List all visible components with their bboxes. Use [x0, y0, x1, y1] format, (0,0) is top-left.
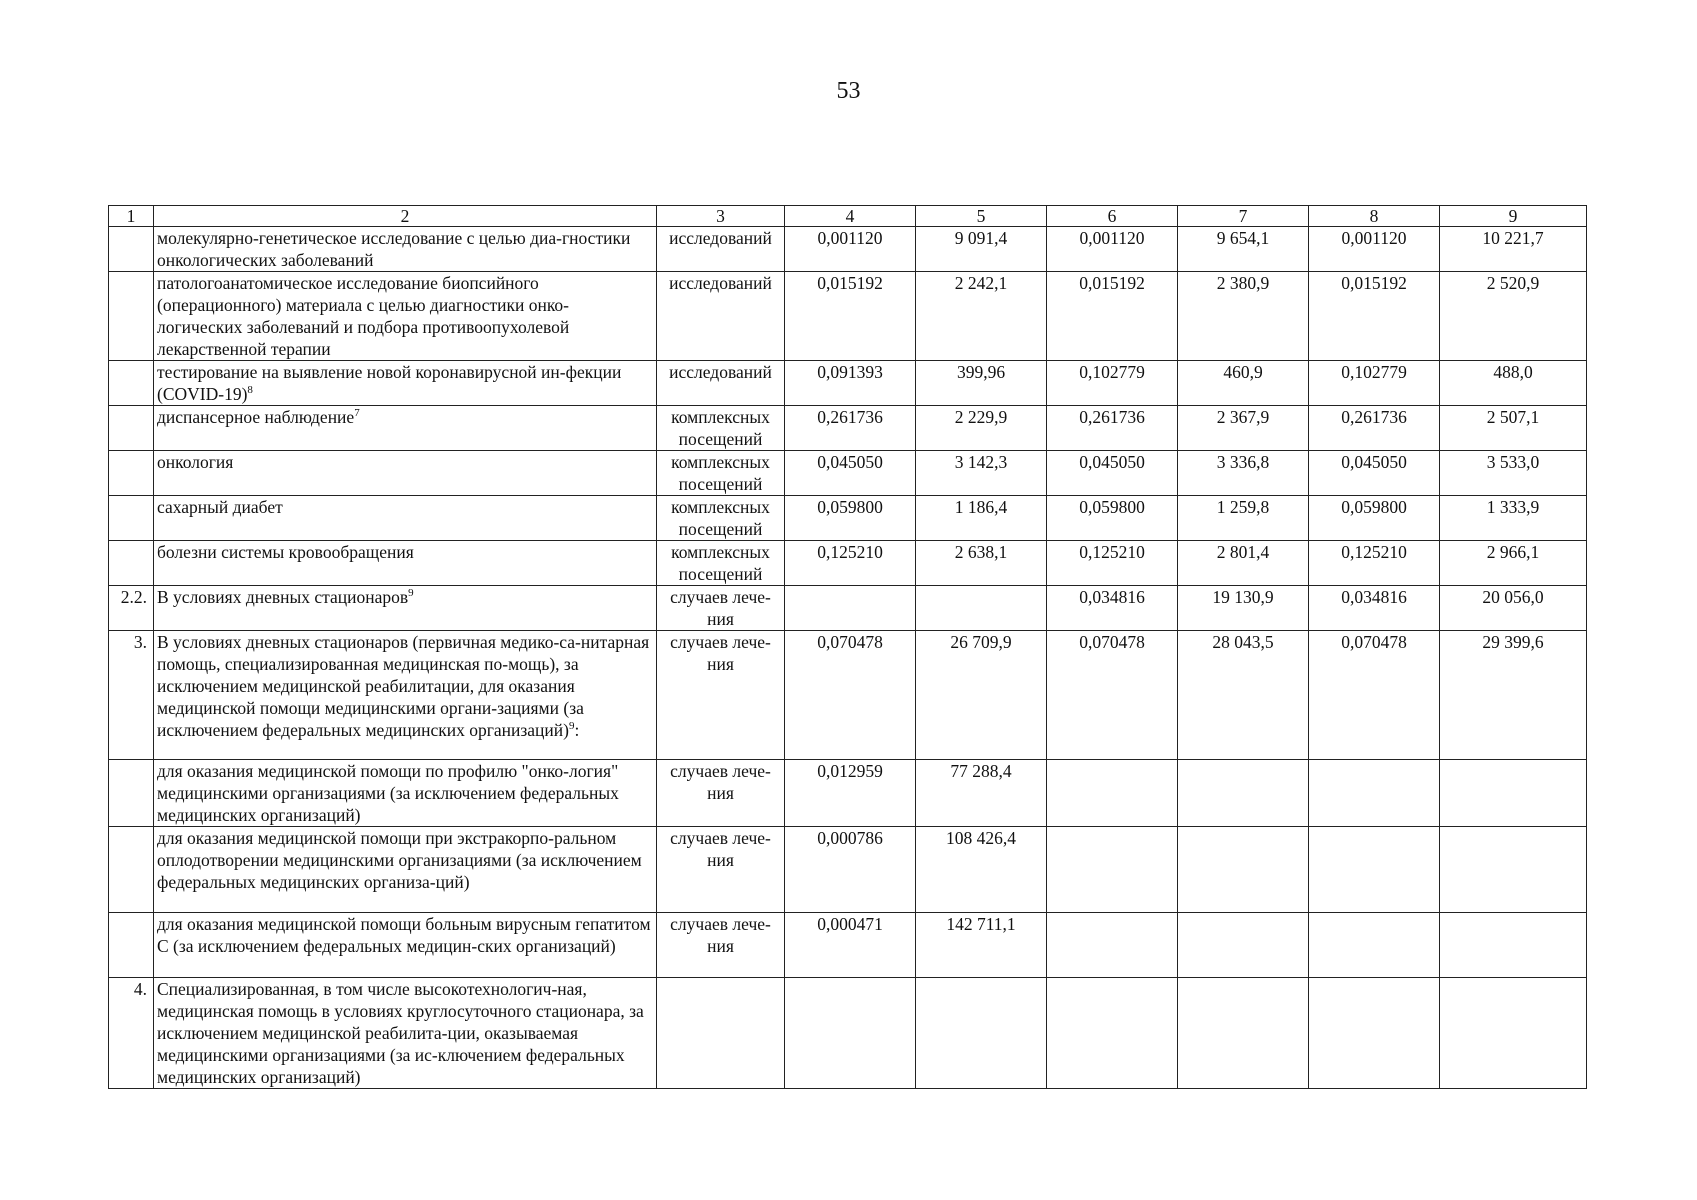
table-row [109, 541, 1587, 586]
value-cell-v6: 0,125210 [1047, 541, 1178, 586]
table-row [109, 760, 1587, 827]
indicator-name-text: тестирование на выявление новой коронавирусной ин-фекции (COVID-19) [157, 362, 622, 404]
indicator-name-cell [154, 913, 657, 978]
value-cell-v4: 0,261736 [785, 406, 916, 451]
indicator-name-text: В условиях дневных стационаров [157, 587, 409, 607]
footnote-marker: 7 [354, 407, 360, 420]
footnote-marker: 9 [408, 587, 414, 600]
value-cell-v7: 2 367,9 [1178, 406, 1309, 451]
value-cell-v4: 0,015192 [785, 272, 916, 361]
row-number-cell [109, 760, 154, 827]
value-cell-v7: 3 336,8 [1178, 451, 1309, 496]
indicator-name-cell [154, 361, 657, 406]
table-row [109, 827, 1587, 913]
value-cell-v4: 0,045050 [785, 451, 916, 496]
column-number-cell: 9 [1440, 206, 1587, 227]
column-number-cell: 7 [1178, 206, 1309, 227]
value-cell-v4: 0,012959 [785, 760, 916, 827]
value-cell-v8: 0,001120 [1309, 227, 1440, 272]
table-row [109, 361, 1587, 406]
indicator-name-text: диспансерное наблюдение [157, 407, 355, 427]
value-cell-v9: 10 221,7 [1440, 227, 1587, 272]
value-cell-v5: 108 426,4 [916, 827, 1047, 913]
value-cell-v9: 29 399,6 [1440, 631, 1587, 760]
row-number-cell [109, 541, 154, 586]
value-cell-v9 [1440, 827, 1587, 913]
value-cell-v9: 2 520,9 [1440, 272, 1587, 361]
value-cell-v4: 0,001120 [785, 227, 916, 272]
unit-cell: комплексных посещений [657, 451, 785, 496]
value-cell-v5 [916, 586, 1047, 631]
value-cell-v7: 19 130,9 [1178, 586, 1309, 631]
row-number-cell [109, 496, 154, 541]
value-cell-v6 [1047, 978, 1178, 1089]
indicator-name-text: сахарный диабет [157, 497, 283, 517]
column-number-cell: 3 [657, 206, 785, 227]
indicator-name-text: патологоанатомическое исследование биопсийного (операционного) материала с целью диагностики онко-логических заболеваний и подбора противоопухолевой лекарственной терапии [157, 273, 570, 359]
value-cell-v6: 0,102779 [1047, 361, 1178, 406]
unit-cell: комплексных посещений [657, 496, 785, 541]
value-cell-v7 [1178, 978, 1309, 1089]
indicator-name-text: молекулярно-генетическое исследование с целью диа-гностики онкологических заболеваний [157, 228, 631, 270]
unit-cell: исследований [657, 227, 785, 272]
value-cell-v9: 488,0 [1440, 361, 1587, 406]
indicator-name-text: Специализированная, в том числе высокотехнологич-ная, медицинская помощь в условиях круглосуточного стационара, за исключением медицинской реабилита-ции, оказываемая медицинскими организациями (за ис-ключением федеральных медицинских организаций) [157, 979, 644, 1087]
value-cell-v4: 0,000786 [785, 827, 916, 913]
value-cell-v7 [1178, 827, 1309, 913]
value-cell-v6: 0,045050 [1047, 451, 1178, 496]
unit-cell: комплексных посещений [657, 541, 785, 586]
value-cell-v6: 0,070478 [1047, 631, 1178, 760]
row-number-cell [109, 272, 154, 361]
value-cell-v8 [1309, 760, 1440, 827]
value-cell-v6: 0,001120 [1047, 227, 1178, 272]
value-cell-v6 [1047, 913, 1178, 978]
value-cell-v7: 9 654,1 [1178, 227, 1309, 272]
value-cell-v9: 2 507,1 [1440, 406, 1587, 451]
unit-cell: случаев лече-ния [657, 913, 785, 978]
indicator-name-cell [154, 227, 657, 272]
table-row [109, 913, 1587, 978]
value-cell-v5: 142 711,1 [916, 913, 1047, 978]
value-cell-v4 [785, 586, 916, 631]
unit-cell [657, 978, 785, 1089]
value-cell-v7 [1178, 913, 1309, 978]
value-cell-v6: 0,059800 [1047, 496, 1178, 541]
value-cell-v4: 0,125210 [785, 541, 916, 586]
value-cell-v7: 2 801,4 [1178, 541, 1309, 586]
value-cell-v6: 0,015192 [1047, 272, 1178, 361]
indicator-name-cell [154, 827, 657, 913]
value-cell-v4: 0,059800 [785, 496, 916, 541]
value-cell-v5: 2 242,1 [916, 272, 1047, 361]
indicator-name-cell [154, 978, 657, 1089]
indicator-name-suffix: : [574, 720, 580, 740]
row-number-cell: 2.2. [109, 586, 154, 631]
indicator-name-cell [154, 451, 657, 496]
value-cell-v8: 0,059800 [1309, 496, 1440, 541]
column-number-row [109, 206, 1587, 227]
value-cell-v9 [1440, 978, 1587, 1089]
value-cell-v7: 1 259,8 [1178, 496, 1309, 541]
value-cell-v4 [785, 978, 916, 1089]
row-number-cell [109, 913, 154, 978]
value-cell-v8: 0,102779 [1309, 361, 1440, 406]
indicator-name-cell [154, 541, 657, 586]
table-row [109, 406, 1587, 451]
value-cell-v6: 0,261736 [1047, 406, 1178, 451]
table-row [109, 496, 1587, 541]
footnote-marker: 9 [569, 720, 575, 733]
table-row [109, 586, 1587, 631]
value-cell-v5: 77 288,4 [916, 760, 1047, 827]
indicator-name-cell [154, 631, 657, 760]
value-cell-v5: 2 229,9 [916, 406, 1047, 451]
unit-cell: исследований [657, 272, 785, 361]
value-cell-v8: 0,261736 [1309, 406, 1440, 451]
value-cell-v8: 0,070478 [1309, 631, 1440, 760]
row-number-cell: 4. [109, 978, 154, 1089]
row-number-cell [109, 827, 154, 913]
unit-cell: случаев лече-ния [657, 586, 785, 631]
value-cell-v8 [1309, 913, 1440, 978]
value-cell-v5: 3 142,3 [916, 451, 1047, 496]
value-cell-v8: 0,045050 [1309, 451, 1440, 496]
value-cell-v5: 2 638,1 [916, 541, 1047, 586]
unit-cell: случаев лече-ния [657, 760, 785, 827]
value-cell-v7 [1178, 760, 1309, 827]
value-cell-v4: 0,091393 [785, 361, 916, 406]
row-number-cell [109, 451, 154, 496]
value-cell-v9: 2 966,1 [1440, 541, 1587, 586]
value-cell-v9 [1440, 913, 1587, 978]
indicator-name-text: онкология [157, 452, 234, 472]
value-cell-v9: 3 533,0 [1440, 451, 1587, 496]
value-cell-v6 [1047, 760, 1178, 827]
value-cell-v9: 1 333,9 [1440, 496, 1587, 541]
unit-cell: случаев лече-ния [657, 827, 785, 913]
row-number-cell [109, 406, 154, 451]
indicator-name-cell [154, 586, 657, 631]
value-cell-v9: 20 056,0 [1440, 586, 1587, 631]
value-cell-v5: 26 709,9 [916, 631, 1047, 760]
value-cell-v8: 0,015192 [1309, 272, 1440, 361]
value-cell-v5: 1 186,4 [916, 496, 1047, 541]
value-cell-v7: 28 043,5 [1178, 631, 1309, 760]
value-cell-v7: 460,9 [1178, 361, 1309, 406]
indicator-name-text: В условиях дневных стационаров (первичная медико-са-нитарная помощь, специализированная медицинская по-мощь), за исключением медицинской реабилитации, для оказания медицинской помощи медицинскими органи-зациями (за исключением федеральных медицинских организаций) [157, 632, 650, 740]
column-number-cell: 8 [1309, 206, 1440, 227]
column-number-cell: 2 [154, 206, 657, 227]
column-number-cell: 5 [916, 206, 1047, 227]
unit-cell: комплексных посещений [657, 406, 785, 451]
value-cell-v8 [1309, 978, 1440, 1089]
row-number-cell [109, 361, 154, 406]
table-row [109, 978, 1587, 1089]
value-cell-v7: 2 380,9 [1178, 272, 1309, 361]
value-cell-v6 [1047, 827, 1178, 913]
indicator-name-text: для оказания медицинской помощи больным вирусным гепатитом С (за исключением федеральных медицин-ских организаций) [157, 914, 651, 956]
indicator-name-text: для оказания медицинской помощи по профилю "онко-логия" медицинскими организациями (за исключением федеральных медицинских организаций) [157, 761, 619, 825]
table-row [109, 272, 1587, 361]
value-cell-v8 [1309, 827, 1440, 913]
table-row [109, 451, 1587, 496]
page-number: 53 [836, 78, 861, 104]
value-cell-v8: 0,125210 [1309, 541, 1440, 586]
value-cell-v8: 0,034816 [1309, 586, 1440, 631]
row-number-cell: 3. [109, 631, 154, 760]
column-number-cell: 1 [109, 206, 154, 227]
indicator-name-cell [154, 496, 657, 541]
table-body [109, 206, 1587, 1089]
value-cell-v4: 0,000471 [785, 913, 916, 978]
value-cell-v5: 399,96 [916, 361, 1047, 406]
unit-cell: исследований [657, 361, 785, 406]
value-cell-v6: 0,034816 [1047, 586, 1178, 631]
value-cell-v4: 0,070478 [785, 631, 916, 760]
value-cell-v5: 9 091,4 [916, 227, 1047, 272]
indicator-name-text: болезни системы кровообращения [157, 542, 414, 562]
indicator-name-cell [154, 272, 657, 361]
row-number-cell [109, 227, 154, 272]
indicator-name-cell [154, 406, 657, 451]
value-cell-v9 [1440, 760, 1587, 827]
unit-cell: случаев лече-ния [657, 631, 785, 760]
table-row [109, 631, 1587, 760]
indicator-name-text: для оказания медицинской помощи при экстракорпо-ральном оплодотворении медицинскими организациями (за исключением федеральных медицинских организа-ций) [157, 828, 642, 892]
data-table [108, 205, 1587, 1089]
column-number-cell: 6 [1047, 206, 1178, 227]
footnote-marker: 8 [247, 384, 253, 397]
column-number-cell: 4 [785, 206, 916, 227]
indicator-name-cell [154, 760, 657, 827]
value-cell-v5 [916, 978, 1047, 1089]
table-row [109, 227, 1587, 272]
